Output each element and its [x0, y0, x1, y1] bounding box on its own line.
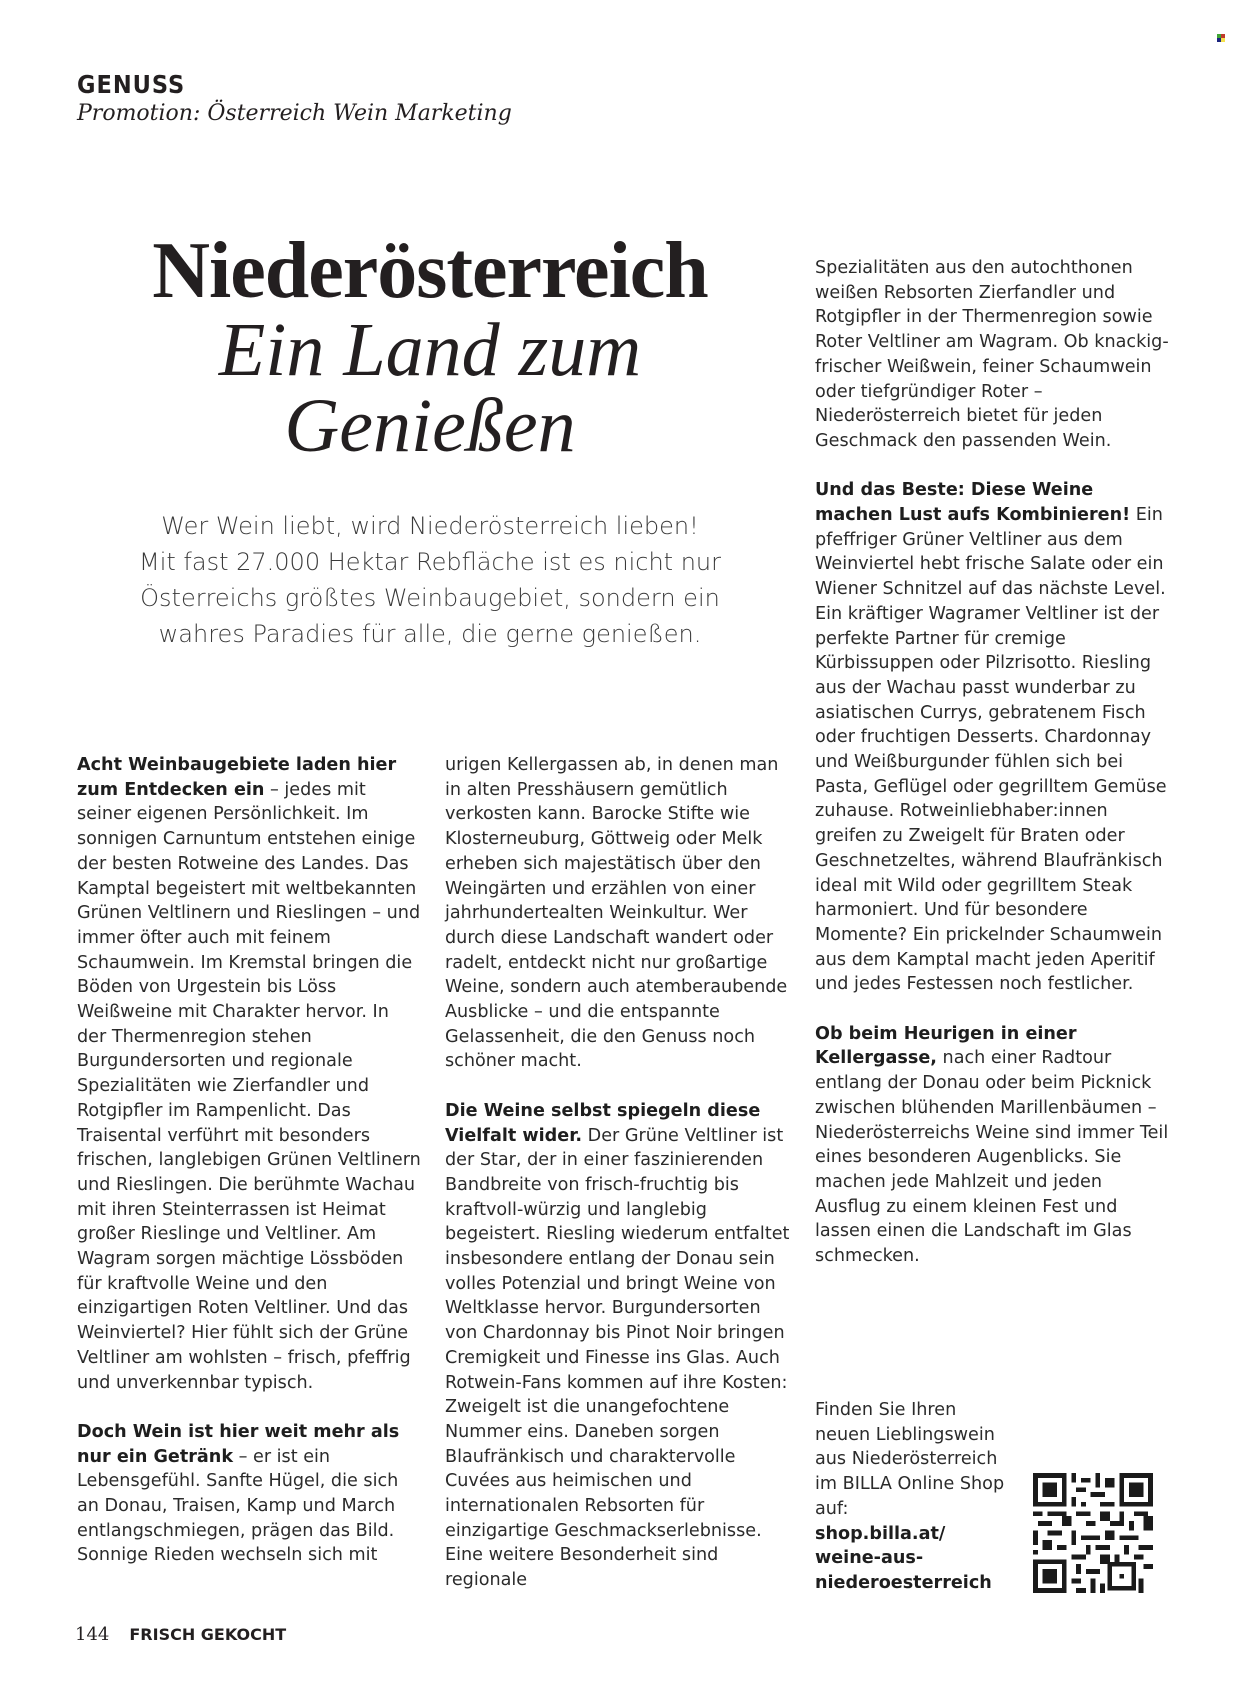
paragraph-pairing	[815, 478, 1170, 997]
title-sub-line-2: Genießen	[284, 384, 576, 468]
paragraph-varieties	[445, 1099, 790, 1593]
page-footer	[75, 1624, 286, 1645]
lead-line: Mit fast 27.000 Hektar Rebfläche ist es nicht nur	[139, 548, 721, 576]
paragraph-varieties-cont	[815, 256, 1170, 454]
paragraph-regions	[77, 753, 422, 1395]
article-title	[100, 227, 760, 468]
paragraph-text: Spezialitäten aus den autochthonen weißen Rebsorten Zierfandler und Rotgipfler in der Thermenregion sowie Roter Veltliner am Wagram. Ob knackig-frischer Weißwein, feiner Schaumwein oder tiefgründiger Roter – Niederösterreich bietet für jeden Geschmack den passenden Wein.	[815, 258, 1169, 451]
column-1	[77, 753, 422, 1593]
paragraph-text: – jedes mit seiner eigenen Persönlichkeit. Im sonnigen Carnuntum entstehen einige der besten Rotweine des Landes. Das Kamptal begeistert mit weltbekannten Grünen Veltlinern und Rieslingen – und immer öfter auch mit feinem Schaumwein. Im Kremstal bringen die Böden von Urgestein bis Löss Weißweine mit Charakter hervor. In der Thermenregion stehen Burgundersorten und regionale Spezialitäten wie Zierfandler und Rotgipfler im Rampenlicht. Das Traisental verführt mit besonders frischen, langlebigen Grünen Veltlinern und Rieslingen. Die berühmte Wachau mit ihren Steinterrassen ist Heimat großer Rieslinge und Veltliner. Am Wagram sorgen mächtige Lössböden für kraftvolle Weine und den einzigartigen Roten Veltliner. Und das Weinviertel? Hier fühlt sich der Grüne Veltliner am wohlsten – frisch, pfeffrig und unverkennbar typisch.	[77, 779, 421, 1393]
paragraph-lifestyle-cont	[445, 753, 790, 1074]
shop-link[interactable]: shop.billa.at/ weine-aus- niederoesterreich	[815, 1523, 992, 1593]
title-main: Niederösterreich	[152, 227, 708, 315]
qr-code-icon[interactable]	[1033, 1473, 1153, 1593]
paragraph-lead-bold: Doch Wein ist hier weit mehr als nur ein Getränk	[77, 1421, 400, 1467]
paragraph-moments	[815, 1022, 1170, 1269]
lead-line: wahres Paradies für alle, die gerne genießen.	[158, 620, 702, 648]
paragraph-text: Ein pfeffriger Grüner Veltliner aus dem Weinviertel hebt frische Salate oder ein Wiener Schnitzel auf das nächste Level. Ein kräftiger Wagramer Veltliner ist der perfekte Partner für cremige Kürbissuppen oder Pilzrisotto. Riesling aus der Wachau passt wunderbar zu asiatischen Currys, gebratenem Fisch oder fruchtigen Desserts. Chardonnay und Weißburgunder fühlen sich bei Pasta, Geflügel oder gegrilltem Gemüse zuhause. Rotweinliebhaber:innen greifen zu Zweigelt für Braten oder Geschnetzeltes, während Blaufränkisch ideal mit Wild oder gegrilltem Steak harmoniert. Und für besondere Momente? Ein prickelnder Schaumwein aus dem Kamptal macht jeden Aperitif und jedes Festessen noch festlicher.	[815, 505, 1167, 995]
lead-line: Österreichs größtes Weinbaugebiet, sondern ein	[140, 584, 720, 612]
paragraph-lead-bold: Ob beim Heurigen in einer Kellergasse,	[815, 1023, 1077, 1069]
mark-yellow	[1221, 38, 1225, 42]
column-3	[815, 256, 1170, 1293]
paragraph-text: nach einer Radtour entlang der Donau oder beim Picknick zwischen blühenden Marillenbäumen – Niederösterreichs Weine sind immer Teil eines besonderen Augenblicks. Sie machen jede Mahlzeit und jeden Ausflug zu einem kleinen Fest und lassen einen die Landschaft im Glas schmecken.	[815, 1048, 1169, 1267]
lead-paragraph	[110, 508, 750, 652]
paragraph-lead-bold: Und das Beste: Diese Weine machen Lust aufs Kombinieren!	[815, 480, 1131, 526]
paragraph-text: urigen Kellergassen ab, in denen man in alten Presshäusern gemütlich verkosten kann. Barocke Stifte wie Klosterneuburg, Göttweig oder Melk erheben sich majestätisch über den Weingärten und erzählen von einer jahrhundertealten Weinkultur. Wer durch diese Landschaft wandert oder radelt, entdeckt nicht nur großartige Weine, sondern auch atemberaubende Ausblicke – und die entspannte Gelassenheit, die den Genuss noch schöner macht.	[445, 755, 788, 1072]
shop-callout-text: Finden Sie Ihren neuen Lieblingswein aus Niederösterreich im BILLA Online Shop auf:	[815, 1400, 1005, 1519]
paragraph-lead-bold: Acht Weinbaugebiete laden hier zum Entdecken ein	[77, 755, 397, 800]
section-label: GENUSS	[77, 70, 186, 99]
shop-callout	[815, 1398, 1015, 1596]
paragraph-lead-bold: Die Weine selbst spiegeln diese Vielfalt wider.	[445, 1100, 761, 1146]
column-2	[445, 753, 790, 1618]
magazine-name: FRISCH GEKOCHT	[129, 1625, 287, 1644]
color-registration-mark	[1217, 34, 1225, 42]
paragraph-lifestyle	[77, 1420, 422, 1568]
title-sub-line-1: Ein Land zum	[218, 308, 642, 392]
paragraph-text: Der Grüne Veltliner ist der Star, der in einer faszinierenden Bandbreite von frisch-fruchtig bis kraftvoll-würzig und langlebig begeistert. Riesling wiederum entfaltet insbesondere entlang der Donau sein volles Potenzial und bringt Weine von Weltklasse hervor. Burgundersorten von Chardonnay bis Pinot Noir bringen Cremigkeit und Finesse ins Glas. Auch Rotwein-Fans kommen auf ihre Kosten: Zweigelt ist die unangefochtene Nummer eins. Daneben sorgen Blaufränkisch und charaktervolle Cuvées aus heimischen und internationalen Rebsorten für einzigartige Geschmackserlebnisse. Eine weitere Besonderheit sind regionale	[445, 1125, 790, 1591]
paragraph-text: – er ist ein Lebensgefühl. Sanfte Hügel, die sich an Donau, Traisen, Kamp und March entlangschmiegen, prägen das Bild. Sonnige Rieden wechseln sich mit	[77, 1446, 399, 1566]
page-number: 144	[75, 1624, 110, 1645]
promotion-line: Promotion: Österreich Wein Marketing	[77, 101, 512, 126]
lead-line: Wer Wein liebt, wird Niederösterreich lieben!	[161, 512, 699, 540]
